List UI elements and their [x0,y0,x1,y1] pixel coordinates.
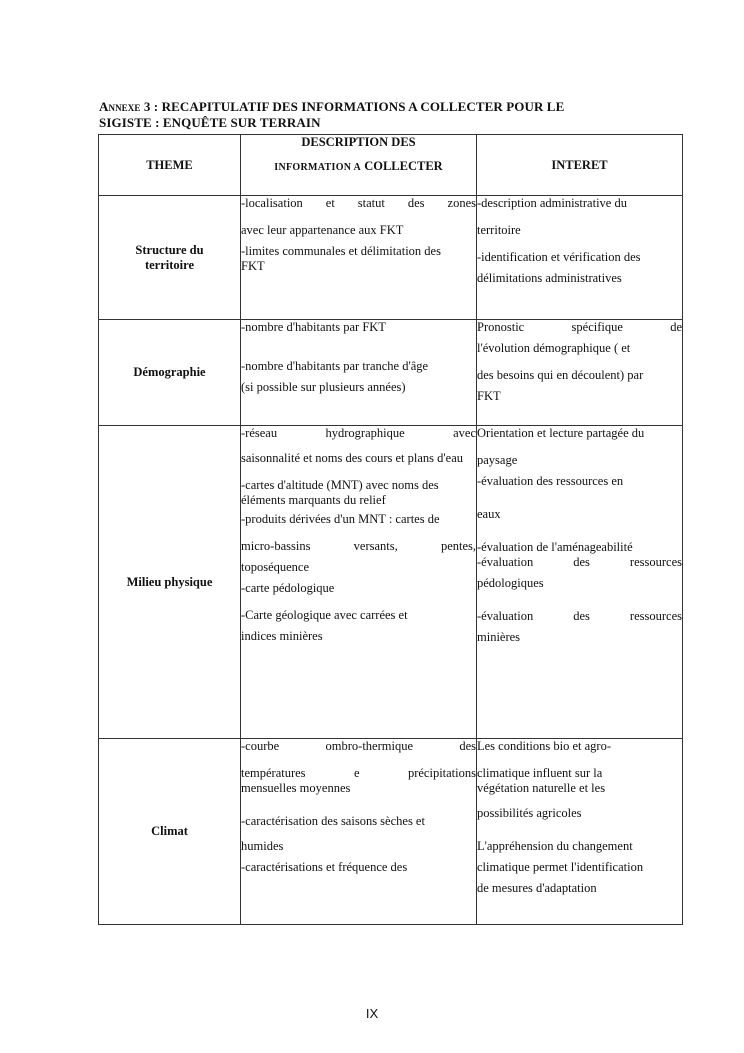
page-number: IX [365,1006,379,1021]
description-line: -réseau hydrographique avec [241,426,476,440]
description-cell [241,426,477,739]
information-table [98,134,683,925]
theme-milieu-physique: Milieu physique [126,574,213,589]
interet-cell [477,739,683,925]
interet-line: pédologiques [477,576,544,590]
description-line: avec leur appartenance aux FKT [241,223,404,237]
header-interet: INTERET [477,135,683,196]
description-line: -courbe ombro-thermique des [241,739,476,753]
interet-line: -évaluation des ressources [477,555,682,569]
description-line: -nombre d'habitants par tranche d'âge [241,359,429,373]
interet-line: l'évolution démographique ( et [477,341,631,355]
interet-line: végétation naturelle et les [477,781,606,795]
theme-cell [99,426,241,739]
header-description-line1: DESCRIPTION DES [301,135,416,149]
description-line: -caractérisation des saisons sèches et [241,814,425,828]
description-line: -localisation et statut des zones [241,196,476,210]
table-row [99,320,683,426]
theme-climat: Climat [151,824,188,838]
description-line: (si possible sur plusieurs années) [241,380,406,394]
description-line: humides [241,839,284,853]
interet-line: L'appréhension du changement [477,839,633,853]
header-row [99,135,683,196]
header-theme: THEME [99,135,241,196]
interet-line: -évaluation des ressources [477,609,682,623]
interet-line: FKT [477,389,501,403]
table-row [99,196,683,320]
interet-line: -description administrative du [477,196,627,210]
interet-line: minières [477,630,521,644]
description-cell [241,320,477,426]
interet-cell [477,320,683,426]
description-line: mensuelles moyennes [241,781,351,795]
annex-title-line1: 3 : RECAPITULATIF DES INFORMATIONS A COLLECTER POUR LE [140,99,565,114]
interet-line: possibilités agricoles [477,806,582,820]
interet-line: -évaluation de l'aménageabilité [477,540,633,554]
theme-demographie: Démographie [133,365,206,379]
interet-line: des besoins qui en découlent) par [477,368,644,382]
interet-line: Les conditions bio et agro- [477,739,611,753]
description-line: -limites communales et délimitation des [241,244,441,258]
interet-line: de mesures d'adaptation [477,881,597,895]
annex-title [99,99,659,131]
description-line: éléments marquants du relief [241,493,386,507]
table-row [99,739,683,925]
interet-line: -identification et vérification des [477,250,641,264]
description-line: -caractérisations et fréquence des [241,860,408,874]
description-line: indices minières [241,629,323,643]
description-line: FKT [241,259,265,273]
interet-line: climatique permet l'identification [477,860,644,874]
theme-cell [99,196,241,320]
description-line: micro-bassins versants, pentes, [241,539,476,553]
interet-cell [477,426,683,739]
description-cell [241,196,477,320]
description-line: -cartes d'altitude (MNT) avec noms des [241,478,439,492]
interet-line: territoire [477,223,521,237]
interet-line: climatique influent sur la [477,766,603,780]
theme-structure: Structure du territoire [135,242,204,272]
description-line: -Carte géologique avec carrées et [241,608,408,622]
annex-title-line2: SIGISTE : ENQUÊTE SUR TERRAIN [99,115,321,130]
interet-line: -évaluation des ressources en [477,474,624,488]
interet-line: délimitations administratives [477,271,622,285]
interet-line: paysage [477,453,518,467]
description-line: -produits dérivées d'un MNT : cartes de [241,512,440,526]
description-line: -nombre d'habitants par FKT [241,320,386,334]
interet-line: Pronostic spécifique de [477,320,682,334]
interet-line: Orientation et lecture partagée du [477,426,645,440]
description-line: températures e précipitations [241,766,476,780]
description-cell [241,739,477,925]
description-line: saisonnalité et noms des cours et plans d'eau [241,451,463,465]
annex-word: Annexe [99,99,141,114]
header-description [241,135,477,196]
description-line: toposéquence [241,560,310,574]
interet-line: eaux [477,507,501,521]
header-description-line2: INFORMATION A COLLECTER [274,159,443,173]
table-row [99,426,683,739]
theme-cell [99,739,241,925]
interet-cell [477,196,683,320]
description-line: -carte pédologique [241,581,335,595]
theme-cell [99,320,241,426]
